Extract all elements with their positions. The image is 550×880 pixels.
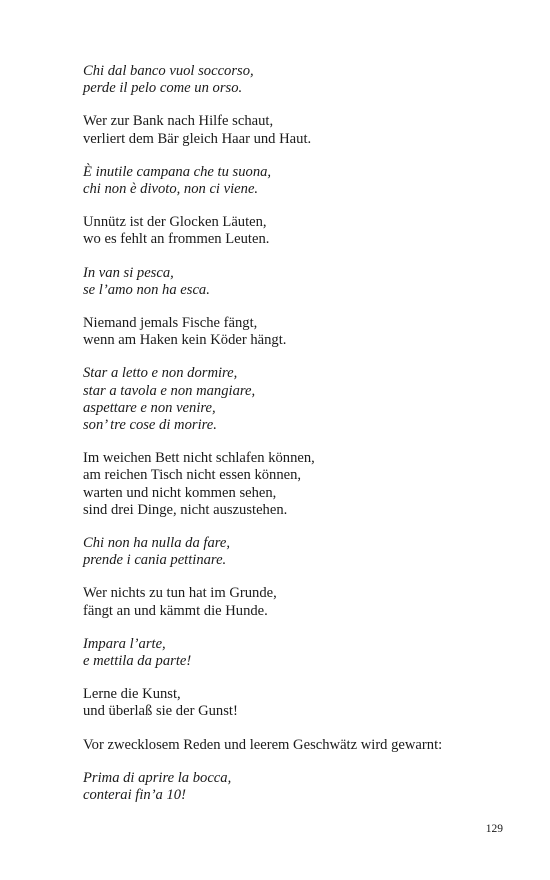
verse-line: se l’amo non ha esca. bbox=[83, 281, 210, 298]
verse-line: Lerne die Kunst, bbox=[83, 686, 181, 703]
verse-line: conterai fin’a 10! bbox=[83, 787, 186, 804]
stanza-german bbox=[83, 113, 523, 147]
page-text bbox=[83, 63, 523, 820]
verse-line: Unnütz ist der Glocken Läuten, bbox=[83, 214, 267, 231]
stanza-german bbox=[83, 585, 523, 619]
verse-line: Im weichen Bett nicht schlafen können, bbox=[83, 450, 315, 467]
verse-line: Prima di aprire la bocca, bbox=[83, 769, 232, 786]
verse-line: warten und nicht kommen sehen, bbox=[83, 484, 277, 501]
verse-line: verliert dem Bär gleich Haar und Haut. bbox=[83, 130, 312, 147]
stanza-italian bbox=[83, 265, 523, 299]
verse-line: perde il pelo come un orso. bbox=[83, 80, 243, 97]
verse-line: Chi dal banco vuol soccorso, bbox=[83, 63, 254, 79]
stanza-italian bbox=[83, 365, 523, 434]
prose-remark bbox=[83, 737, 523, 754]
verse-line: Chi non ha nulla da fare, bbox=[83, 535, 231, 552]
stanza-german bbox=[83, 686, 523, 720]
verse-line: Impara l’arte, bbox=[83, 635, 166, 652]
page-number: 129 bbox=[485, 823, 503, 835]
verse-line: chi non è divoto, non ci viene. bbox=[83, 181, 259, 198]
stanza-italian bbox=[83, 164, 523, 198]
verse-line: wenn am Haken kein Köder hängt. bbox=[83, 332, 287, 349]
verse-line: Vor zwecklosem Reden und leerem Geschwätz wird gewarnt: bbox=[83, 736, 443, 753]
verse-line: am reichen Tisch nicht essen können, bbox=[83, 467, 302, 484]
stanza-german bbox=[83, 450, 523, 519]
verse-line: wo es fehlt an frommen Leuten. bbox=[83, 231, 270, 248]
stanza-german bbox=[83, 315, 523, 349]
stanza-italian bbox=[83, 636, 523, 670]
verse-line: son’ tre cose di morire. bbox=[83, 417, 217, 434]
verse-line: Star a letto e non dormire, bbox=[83, 365, 238, 382]
verse-line: e mettila da parte! bbox=[83, 653, 192, 670]
stanza-italian bbox=[83, 770, 523, 804]
stanza-german bbox=[83, 214, 523, 248]
verse-line: È inutile campana che tu suona, bbox=[83, 163, 272, 180]
verse-line: star a tavola e non mangiare, bbox=[83, 382, 256, 399]
verse-line: Wer nichts zu tun hat im Grunde, bbox=[83, 585, 277, 602]
verse-line: prende i cania pettinare. bbox=[83, 552, 227, 569]
verse-line: sind drei Dinge, nicht auszustehen. bbox=[83, 501, 288, 518]
verse-line: Wer zur Bank nach Hilfe schaut, bbox=[83, 113, 274, 130]
stanza-italian bbox=[83, 63, 523, 97]
stanza-italian bbox=[83, 535, 523, 569]
verse-line: Niemand jemals Fische fängt, bbox=[83, 315, 258, 332]
verse-line: aspettare e non venire, bbox=[83, 399, 216, 416]
verse-line: und überlaß sie der Gunst! bbox=[83, 703, 238, 720]
verse-line: In van si pesca, bbox=[83, 264, 174, 281]
verse-line: fängt an und kämmt die Hunde. bbox=[83, 602, 268, 619]
